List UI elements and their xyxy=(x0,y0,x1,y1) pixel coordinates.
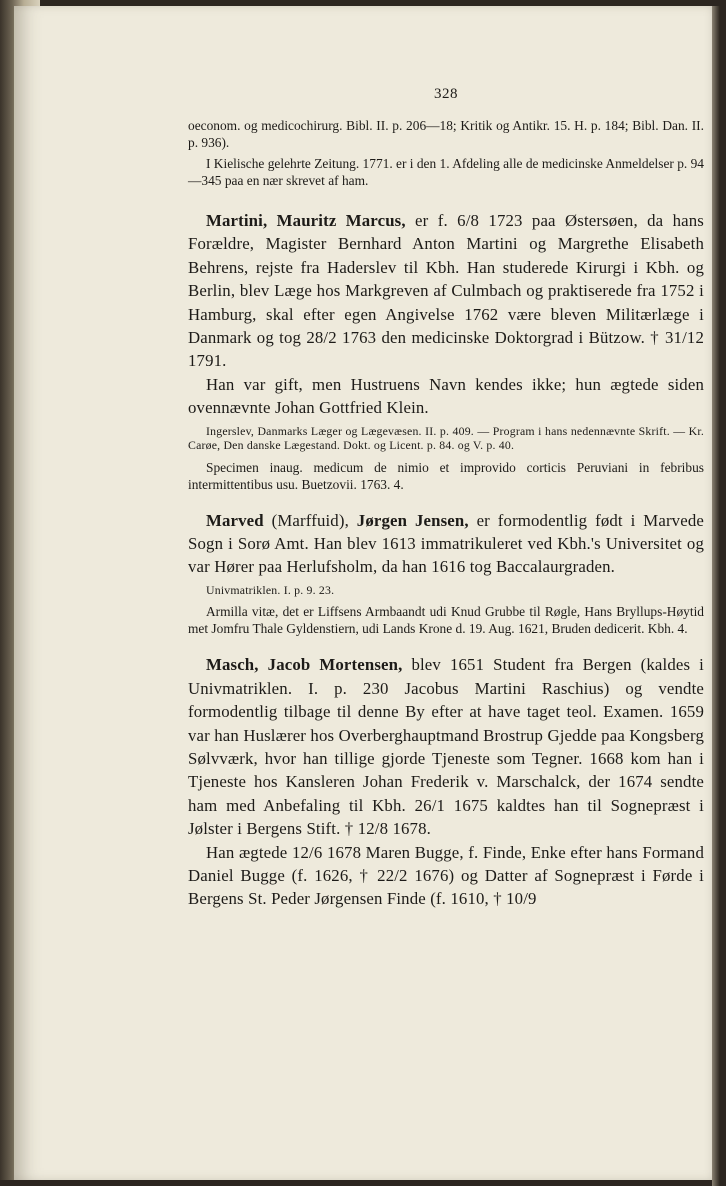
entry-text: Han ægtede xyxy=(206,842,292,862)
entry-paragraph xyxy=(188,509,704,579)
entry-headword-given: Jørgen Jensen, xyxy=(356,510,469,530)
page-edge xyxy=(712,6,720,1186)
entry-paragraph: Han var gift, men Hustruens Navn kendes ikke; hun ægtede siden ovennævnte Johan Gottfried Klein. xyxy=(188,374,704,418)
entry-masch xyxy=(188,653,704,910)
entry-headword: Marved xyxy=(206,510,264,530)
entry-text: 1791. xyxy=(188,351,227,371)
intro-note: I Kielische gelehrte Zeitung. 1771. er i den 1. Afdeling alle de medicinske Anmeldelser p. 94—345 paa en nær skrevet af ham. xyxy=(188,156,704,188)
entry-text: 1678 Maren Bugge, f. Finde, Enke efter hans Formand Daniel Bugge (f. 1626, † xyxy=(188,842,704,886)
date-fraction: 31/12 xyxy=(665,328,704,348)
entry-marved xyxy=(188,509,704,638)
entry-text: 1675 kaldtes han til Sognepræst i Jølster i Bergens Stift. † xyxy=(188,795,704,839)
entry-text: er formodentlig født i Marvede Sogn i Sorø Amt. Han blev 1613 immatrikuleret ved Kbh.'s Universitet og var Hører paa Herlufsholm, da han 1616 tog Baccalaurgraden. xyxy=(188,510,704,577)
entry-text: 1678. xyxy=(388,819,431,839)
date-fraction: 26/1 xyxy=(414,795,446,815)
entry-text: 1763 den medicinske Doktorgrad i Bützow. † xyxy=(336,328,666,348)
entry-martini xyxy=(188,209,704,493)
entry-text: 1676) og Datter af Sognepræst i Førde i Bergens St. Peder Jørgensen Finde (f. 1610, † xyxy=(188,866,704,909)
entry-text: (Marffuid), xyxy=(263,510,357,530)
entry-paragraph xyxy=(188,653,704,840)
entry-headword: Martini, Mauritz Marcus, xyxy=(206,211,406,230)
entry-work: Armilla vitæ, det er Liffsens Armbaandt udi Knud Grubbe til Røgle, Hans Bryllups-Høytid met Jomfru Thale Gyldenstiern, udi Lands Krone d. 19. Aug. 1621, Bruden dedicerit. Kbh. 4. xyxy=(188,604,704,637)
entry-text: blev 1651 Student fra Bergen (kaldes i Univmatriklen. I. p. 230 Jacobus Martini Raschius) og vendte formodentlig tilbage til denne By efter at have taget teol. Examen. 1659 var han Huslærer hos Overberghauptmand Brostrup Gjedde paa Kongsberg Sølvværk, hvor han tillige gjorde Tjeneste som Tegner. 1668 kom han i Tjeneste hos Kansleren Johan Frederik v. Marschalck, der 1674 sendte ham med Anbefaling til Kbh. xyxy=(188,655,704,815)
entry-sources: Univmatriklen. I. p. 9. 23. xyxy=(206,582,335,597)
entry-headword: Masch, Jacob Mortensen, xyxy=(206,655,403,675)
date-fraction: 10/9 xyxy=(506,889,537,909)
intro-reference: oeconom. og medicochirurg. Bibl. II. p. 206—18; Kritik og Antikr. 15. H. p. 184; Bibl. Dan. II. p. 936). xyxy=(188,118,704,150)
entry-paragraph xyxy=(188,841,704,911)
date-fraction: 22/2 xyxy=(377,866,408,886)
page-number: 328 xyxy=(434,86,458,102)
date-fraction: 12/6 xyxy=(291,842,323,862)
entry-text: 1723 paa Østersøen, da hans Forældre, Magister Bernhard Anton Martini og Margrethe Elisabeth Behrens, rejste fra Haderslev til Kbh. Han studerede Kirurgi i Kbh. og Berlin, blev Læge hos Markgreven af Culmbach og praktiserede fra 1752 i Hamburg, skal efter egen Angivelse 1762 være bleven Militærlæge i Danmark og tog xyxy=(188,211,704,348)
entry-work: Specimen inaug. medicum de nimio et improvido corticis Peruviani in febribus intermittentibus usu. Buetzovii. 1763. 4. xyxy=(188,459,704,492)
entry-sources: Ingerslev, Danmarks Læger og Lægevæsen. II. p. 409. — Program i hans nedennævnte Skrift. — Kr. Carøe, Den danske Lægestand. Dokt. og Licent. p. 84. og V. p. 40. xyxy=(188,423,704,453)
date-fraction: 6/8 xyxy=(457,211,480,230)
entry-paragraph xyxy=(188,209,704,373)
entry-text: er f. xyxy=(405,211,458,230)
date-fraction: 28/2 xyxy=(306,328,337,348)
page-content xyxy=(188,86,704,911)
date-fraction: 12/8 xyxy=(357,819,389,839)
